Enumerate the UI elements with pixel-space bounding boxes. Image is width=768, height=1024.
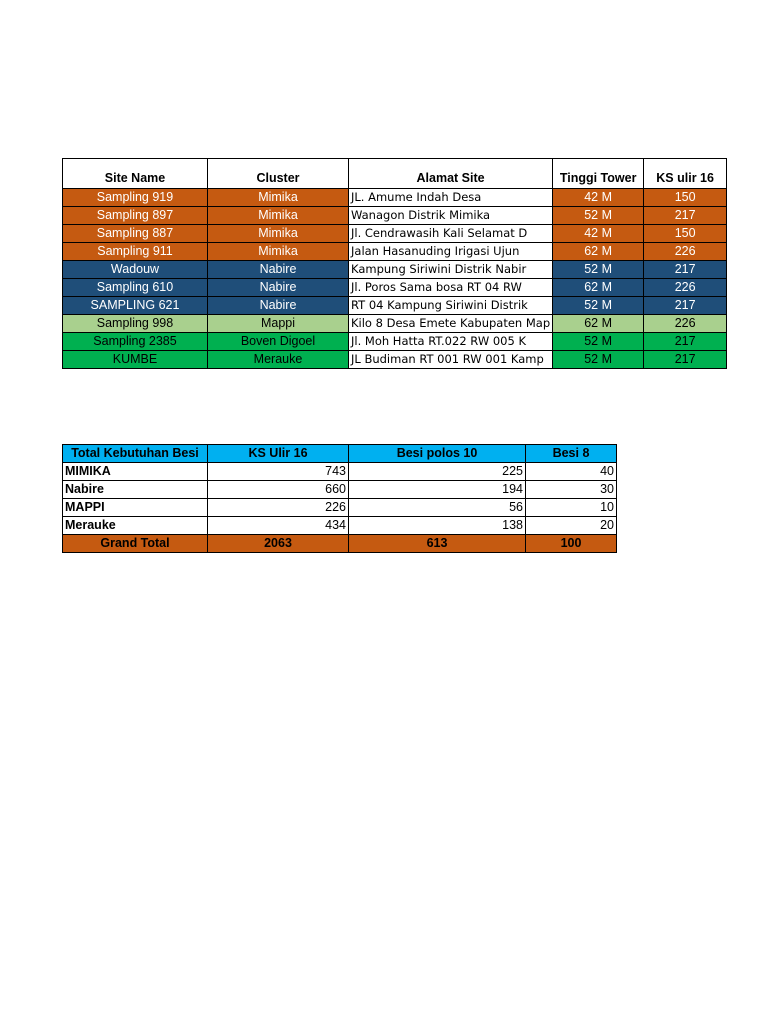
summary-header-row: [63, 445, 617, 463]
cell-alamat[interactable]: Jl. Cendrawasih Kali Selamat D: [349, 225, 553, 243]
summary-table: [62, 444, 617, 553]
table-row: [63, 481, 617, 499]
cell-polos[interactable]: 56: [349, 499, 526, 517]
grand-total-row: [63, 535, 617, 553]
cell-ks[interactable]: 226: [644, 315, 727, 333]
sites-table: [62, 158, 727, 369]
cell-cluster[interactable]: Mimika: [208, 189, 349, 207]
cell-grand-total-polos[interactable]: 613: [349, 535, 526, 553]
header-ks-ulir-16[interactable]: KS Ulir 16: [208, 445, 349, 463]
cell-tinggi[interactable]: 62 M: [553, 315, 644, 333]
cell-cluster[interactable]: Mappi: [208, 315, 349, 333]
cell-alamat[interactable]: Kampung Siriwini Distrik Nabir: [349, 261, 553, 279]
cell-region[interactable]: Nabire: [63, 481, 208, 499]
cell-grand-total-ks[interactable]: 2063: [208, 535, 349, 553]
cell-site-name[interactable]: Sampling 998: [63, 315, 208, 333]
cell-polos[interactable]: 194: [349, 481, 526, 499]
cell-cluster[interactable]: Boven Digoel: [208, 333, 349, 351]
cell-ks[interactable]: 226: [208, 499, 349, 517]
cell-tinggi[interactable]: 52 M: [553, 297, 644, 315]
cell-tinggi[interactable]: 52 M: [553, 207, 644, 225]
table-row: [63, 261, 727, 279]
header-ks-ulir-16[interactable]: KS ulir 16: [644, 159, 727, 189]
cell-site-name[interactable]: Sampling 610: [63, 279, 208, 297]
table-row: [63, 517, 617, 535]
cell-alamat[interactable]: Jl. Moh Hatta RT.022 RW 005 K: [349, 333, 553, 351]
cell-ks[interactable]: 226: [644, 279, 727, 297]
cell-ks[interactable]: 660: [208, 481, 349, 499]
cell-alamat[interactable]: Wanagon Distrik Mimika: [349, 207, 553, 225]
header-besi-polos-10[interactable]: Besi polos 10: [349, 445, 526, 463]
header-alamat-site[interactable]: Alamat Site: [349, 159, 553, 189]
cell-region[interactable]: MAPPI: [63, 499, 208, 517]
cell-grand-total-besi8[interactable]: 100: [526, 535, 617, 553]
header-besi-8[interactable]: Besi 8: [526, 445, 617, 463]
table-row: [63, 225, 727, 243]
table-row: [63, 207, 727, 225]
cell-alamat[interactable]: Jalan Hasanuding Irigasi Ujun: [349, 243, 553, 261]
table-row: [63, 351, 727, 369]
table-row: [63, 243, 727, 261]
cell-region[interactable]: MIMIKA: [63, 463, 208, 481]
cell-ks[interactable]: 226: [644, 243, 727, 261]
cell-region[interactable]: Merauke: [63, 517, 208, 535]
cell-tinggi[interactable]: 52 M: [553, 333, 644, 351]
table-row: [63, 463, 617, 481]
cell-tinggi[interactable]: 52 M: [553, 351, 644, 369]
cell-polos[interactable]: 138: [349, 517, 526, 535]
cell-cluster[interactable]: Mimika: [208, 243, 349, 261]
cell-ks[interactable]: 217: [644, 297, 727, 315]
cell-besi8[interactable]: 10: [526, 499, 617, 517]
cell-ks[interactable]: 217: [644, 351, 727, 369]
cell-site-name[interactable]: Sampling 919: [63, 189, 208, 207]
cell-alamat[interactable]: RT 04 Kampung Siriwini Distrik: [349, 297, 553, 315]
cell-cluster[interactable]: Mimika: [208, 207, 349, 225]
cell-ks[interactable]: 150: [644, 225, 727, 243]
cell-site-name[interactable]: KUMBE: [63, 351, 208, 369]
cell-cluster[interactable]: Nabire: [208, 279, 349, 297]
cell-cluster[interactable]: Nabire: [208, 261, 349, 279]
table-row: [63, 333, 727, 351]
table-row: [63, 499, 617, 517]
cell-cluster[interactable]: Merauke: [208, 351, 349, 369]
cell-cluster[interactable]: Nabire: [208, 297, 349, 315]
cell-tinggi[interactable]: 62 M: [553, 243, 644, 261]
cell-tinggi[interactable]: 52 M: [553, 261, 644, 279]
cell-ks[interactable]: 434: [208, 517, 349, 535]
header-site-name[interactable]: Site Name: [63, 159, 208, 189]
cell-tinggi[interactable]: 42 M: [553, 225, 644, 243]
cell-grand-total-label[interactable]: Grand Total: [63, 535, 208, 553]
cell-ks[interactable]: 217: [644, 207, 727, 225]
table-row: [63, 279, 727, 297]
cell-site-name[interactable]: SAMPLING 621: [63, 297, 208, 315]
sites-header-row: [63, 159, 727, 189]
cell-tinggi[interactable]: 62 M: [553, 279, 644, 297]
cell-site-name[interactable]: Sampling 897: [63, 207, 208, 225]
cell-alamat[interactable]: JL. Amume Indah Desa: [349, 189, 553, 207]
header-total-kebutuhan-besi[interactable]: Total Kebutuhan Besi: [63, 445, 208, 463]
table-row: [63, 189, 727, 207]
cell-alamat[interactable]: JL Budiman RT 001 RW 001 Kamp: [349, 351, 553, 369]
cell-cluster[interactable]: Mimika: [208, 225, 349, 243]
cell-tinggi[interactable]: 42 M: [553, 189, 644, 207]
cell-polos[interactable]: 225: [349, 463, 526, 481]
cell-besi8[interactable]: 30: [526, 481, 617, 499]
cell-alamat[interactable]: Kilo 8 Desa Emete Kabupaten Map: [349, 315, 553, 333]
header-tinggi-tower[interactable]: Tinggi Tower: [553, 159, 644, 189]
cell-ks[interactable]: 150: [644, 189, 727, 207]
cell-site-name[interactable]: Sampling 2385: [63, 333, 208, 351]
cell-ks[interactable]: 743: [208, 463, 349, 481]
cell-site-name[interactable]: Sampling 887: [63, 225, 208, 243]
cell-ks[interactable]: 217: [644, 333, 727, 351]
header-cluster[interactable]: Cluster: [208, 159, 349, 189]
cell-besi8[interactable]: 40: [526, 463, 617, 481]
cell-alamat[interactable]: Jl. Poros Sama bosa RT 04 RW: [349, 279, 553, 297]
cell-ks[interactable]: 217: [644, 261, 727, 279]
cell-site-name[interactable]: Sampling 911: [63, 243, 208, 261]
table-row: [63, 297, 727, 315]
table-row: [63, 315, 727, 333]
cell-besi8[interactable]: 20: [526, 517, 617, 535]
cell-site-name[interactable]: Wadouw: [63, 261, 208, 279]
